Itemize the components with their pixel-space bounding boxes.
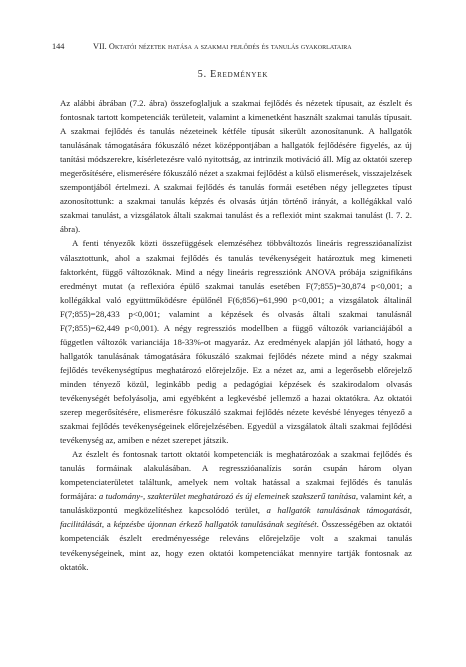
body-text <box>60 96 412 574</box>
italic-text: képzésbe újonnan érkező hallgatók tanulásának segítését <box>113 519 317 530</box>
running-title: VII. Oktatói nézetek hatása a szakmai fejlődés és tanulás gyakorlataira <box>93 42 352 51</box>
paragraph-text: . Összességében az oktatói kompetenciák észlelt eredményessége releváns előrejelzője volt a szakmai tanulás tevékenységeinek, mint az, hogy ezen oktatói kompetenciákat mennyire tartják fontosnak az oktatók. <box>60 519 412 572</box>
paragraph <box>60 96 412 236</box>
italic-text: két <box>393 491 404 502</box>
section-title: 5. Eredmények <box>197 69 269 80</box>
paragraph-text: A fenti tényezők közti összefüggések elemzéséhez többváltozós lineáris regresszióanalízist választottunk, ahol a szakmai fejlődés és tanulás tevékenységeit határoztuk meg kimeneti faktorként, függő változóknak. Mind a négy lineáris regressziónk ANOVA próbája szignifikáns eredményt mutat (a reflexióra épülő szakmai tanulás esetében F(7;855)=30,874 p<0,001; a kollégákkal való együttműködésre épülőnél F(6;856)=61,990 p<0,001; a vizsgálatok általinál F(7;855)=28,433 p<0,001; valamint a képzések és olvasás általi szakmai tanulásnál F(7;855)=62,449 p<0,001). A négy regressziós modellben a függő változók varianciájából a független változók varianciája 18-33%-ot magyaráz. Az eredmények alapján jól látható, hogy a hallgatók tanulásának támogatására fókuszáló szakmai fejlődés nézete mind a négy szakmai fejlődés tevékenységtípus meghatározó előrejelzője. Ez a nézet az, ami a legerősebb előrejelző minden tényező közül, leginkább pedig a pedagógiai képzések és szakirodalom olvasás tevékenységét befolyásolja, ami egyébként a legkevésbé jellemző a hazai oktatókra. Az oktatói szerep megerősítésére, elismerésre fókuszáló szakmai fejlődés nézete kevésbé lényeges tényező a szakmai fejlődés tevékenységeinek előrejelzésében. Egyedül a vizsgálatok általi szakmai fejlődési tevékenység az, amiben e nézet szerepet játszik. <box>60 238 412 446</box>
paragraph-text: Az alábbi ábrában (7.2. ábra) összefoglaljuk a szakmai fejlődés és nézetek típusait, az észlelt és fontosnak tartott kompetenciák területeit, valamint a kimenetként használt szakmai tanulás típusait. A szakmai fejlődés és tanulás nézeteinek kétféle típusát sikerült azonosítanunk. A hallgatók tanulásának támogatására fókuszáló nézet középpontjában a hallgatók fejlődésére figyelés, az új tanítási módszerekre, kísérletezésre való nyitottság, az intrinzik motiváció áll. Míg az oktatói szerep megerősítésére, elismerésére fókuszáló nézet a szakmai fejlődést a külső elismerések, visszajelzések szempontjából értelmezi. A szakmai fejlődés és tanulás formái esetében négy jellegzetes típust azonosítottunk: a szakmai tanulás képzés és olvasás útján történő irányát, a kollégákkal való szakmai tanulást, a vizsgálatok általi szakmai tanulást és a reflexiót mint szakmai tanulást (l. 7. 2. ábra). <box>60 98 412 235</box>
italic-text: a hallgatók tanulásának támogatását, facilitálását <box>60 505 412 530</box>
paragraph-text: Az észlelt és fontosnak tartott oktatói kompetenciák is meghatározóak a szakmai fejlődés és tanulás formáinak alakulásában. A regresszióanalízis során csupán három olyan kompetenciaterületet találtunk, amelyek nem voltak hatással a szakmai fejlődés és tanulás formájára: <box>60 449 412 502</box>
paragraph-text: , a <box>101 519 114 530</box>
italic-text: a tudomány-, szakterület meghatározó és új elemeinek szakszerű tanítása <box>98 491 356 502</box>
paragraph <box>60 236 412 447</box>
paragraph-text: , valamint <box>355 491 394 502</box>
running-header <box>52 40 408 54</box>
page-number: 144 <box>52 42 65 51</box>
paragraph <box>60 447 412 573</box>
paragraph-text: , a tanulásközpontú megközelítéshez kapcsolódó terület, <box>60 491 412 516</box>
